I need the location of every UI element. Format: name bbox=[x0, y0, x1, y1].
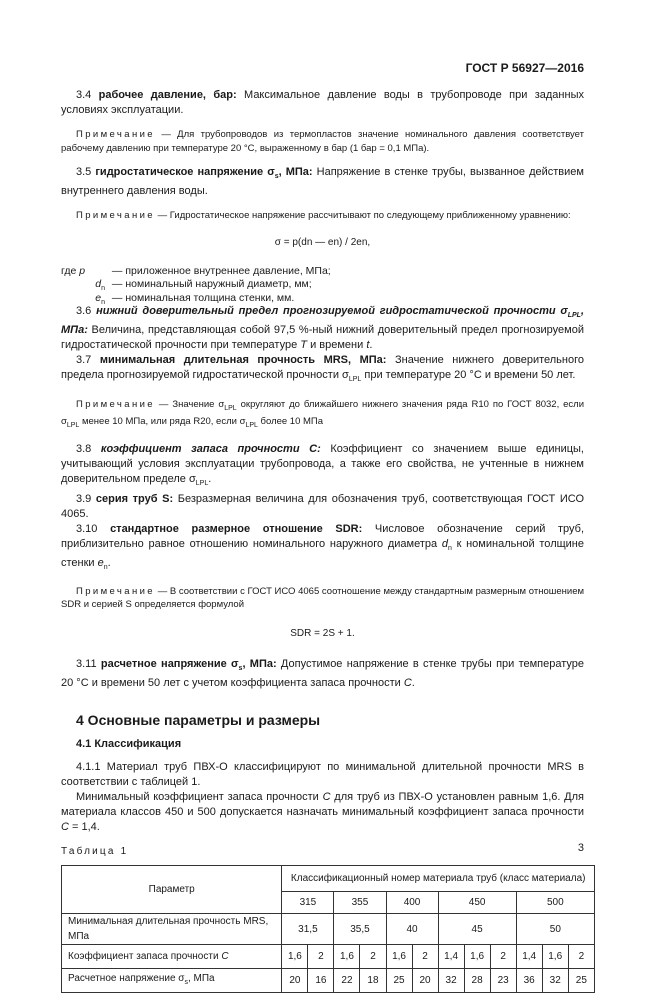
table-cell: 20 bbox=[412, 969, 438, 993]
table-cell: 36 bbox=[516, 969, 542, 993]
punctuation: . bbox=[411, 677, 415, 690]
clause-3-6 bbox=[61, 304, 584, 353]
group-header: Классификационный номер материала труб (класс материала) bbox=[282, 866, 595, 892]
note-3-7 bbox=[61, 398, 584, 433]
term: коэффициент запаса прочности C: bbox=[100, 443, 321, 456]
table-cell: 25 bbox=[568, 969, 594, 993]
table-header-row bbox=[62, 866, 595, 892]
clause-number: 3.11 bbox=[76, 657, 97, 670]
symbol: C bbox=[403, 677, 412, 690]
definition: при температуре 20 °С и времени 50 лет. bbox=[364, 369, 576, 382]
page-number: 3 bbox=[577, 842, 584, 854]
where-list bbox=[61, 264, 584, 305]
table-cell: 2 bbox=[360, 945, 386, 969]
symbol: p bbox=[79, 264, 86, 277]
table-caption: Таблица 1 bbox=[61, 846, 129, 858]
table-cell: 25 bbox=[386, 969, 412, 993]
definition: Максимальное давление воды в трубопроводе при заданных условиях эксплуатации. bbox=[61, 89, 584, 116]
symbol: C bbox=[221, 951, 229, 963]
note-3-4 bbox=[61, 128, 584, 155]
note-text: — Значение σ bbox=[158, 398, 225, 410]
class-cell: 315 bbox=[282, 892, 334, 914]
symbol: C bbox=[322, 791, 331, 804]
subscript: n bbox=[101, 298, 105, 306]
subscript: LPL bbox=[567, 312, 581, 320]
subscript: n bbox=[447, 544, 452, 552]
table-cell: 1,6 bbox=[334, 945, 360, 969]
symbol: T bbox=[300, 339, 308, 352]
definition: Величина, представляющая собой 97,5 %-ный нижний доверительный предел прогнозируемой гидростатической прочности при температуре bbox=[61, 324, 584, 352]
term: стандартное размерное отношение SDR: bbox=[110, 522, 363, 535]
term: серия труб S: bbox=[95, 492, 174, 505]
clause-3-7 bbox=[61, 353, 584, 387]
row-label-text: Коэффициент запаса прочности bbox=[68, 951, 219, 963]
clause-3-8 bbox=[61, 442, 584, 491]
table-cell: 2 bbox=[490, 945, 516, 969]
where-word: где bbox=[61, 264, 77, 277]
table-cell: 1,6 bbox=[386, 945, 412, 969]
dash: — bbox=[111, 291, 123, 304]
table-cell: 32 bbox=[542, 969, 568, 993]
clause-number: 3.6 bbox=[76, 305, 92, 318]
table-row bbox=[62, 969, 595, 993]
clause-number: 3.10 bbox=[76, 522, 98, 535]
class-cell: 355 bbox=[334, 892, 386, 914]
table-cell: 1,4 bbox=[438, 945, 464, 969]
dash: — bbox=[111, 264, 123, 277]
term bbox=[100, 657, 277, 673]
table-cell: 1,6 bbox=[282, 945, 308, 969]
term: минимальная длительная прочность MRS, МПа: bbox=[99, 354, 387, 367]
note-3-10 bbox=[61, 585, 584, 612]
table-cell: 22 bbox=[334, 969, 360, 993]
term-text: нижний доверительный предел прогнозируемой гидростатической прочности σ bbox=[96, 305, 568, 318]
where-row bbox=[61, 264, 584, 278]
dash: — bbox=[111, 278, 123, 291]
note-text: менее 10 МПа, или ряда R20, если σ bbox=[81, 415, 246, 427]
paragraph-text: для труб из ПВХ-О установлен равным 1,6. Для материала классов 450 и 500 допускается назначать минимальный коэффициент запаса прочности bbox=[61, 791, 585, 819]
note-label: Примечание bbox=[76, 585, 155, 597]
section-4-1-title: 4.1 Классификация bbox=[76, 738, 182, 751]
formula-sigma: σ = p(dn — en) / 2en, bbox=[274, 236, 371, 248]
term-text: расчетное напряжение σ bbox=[100, 657, 239, 670]
definition: Допустимое напряжение в стенке трубы при температуре 20 °С и времени 50 лет с учетом коэффициента запаса прочности bbox=[61, 657, 585, 690]
subscript: s bbox=[184, 979, 188, 987]
clause-3-4 bbox=[61, 88, 584, 118]
subscript: s bbox=[238, 665, 243, 673]
subscript: LPL bbox=[195, 480, 209, 488]
table-cell: 20 bbox=[282, 969, 308, 993]
where-text: номинальная толщина стенки, мм. bbox=[125, 291, 295, 304]
table-cell: 28 bbox=[464, 969, 490, 993]
class-cell: 500 bbox=[516, 892, 594, 914]
class-cell: 450 bbox=[438, 892, 516, 914]
table-cell: 40 bbox=[386, 914, 438, 945]
punctuation: . bbox=[107, 556, 111, 569]
subscript: LPL bbox=[66, 421, 80, 429]
clause-number: 3.4 bbox=[76, 89, 92, 101]
row-label: Минимальная длительная прочность MRS, МПа bbox=[62, 914, 282, 945]
table-cell: 1,4 bbox=[516, 945, 542, 969]
table-cell: 2 bbox=[308, 945, 334, 969]
term: рабочее давление, бар: bbox=[98, 89, 237, 101]
clause-number: 3.5 bbox=[76, 166, 92, 178]
subscript: n bbox=[103, 563, 108, 571]
row-label-text: Расчетное напряжение σ bbox=[68, 973, 185, 985]
note-text: — Гидростатическое напряжение рассчитывают по следующему приближенному уравнению: bbox=[157, 210, 571, 222]
table-cell: 2 bbox=[568, 945, 594, 969]
punctuation: . bbox=[208, 473, 212, 486]
table-cell: 18 bbox=[360, 969, 386, 993]
note-text: — В соответствии с ГОСТ ИСО 4065 соотношение между стандартным размерным отношением SDR и серией S определяется формулой bbox=[61, 585, 585, 611]
table-row bbox=[62, 914, 595, 945]
subscript: LPL bbox=[348, 376, 362, 384]
row-label-unit: , МПа bbox=[187, 973, 215, 985]
definition: Коэффициент со значением выше единицы, учитывающий условия эксплуатации трубопровода, а также его свойства, не учтенные в нижнем доверительном пределе σ bbox=[61, 443, 584, 486]
table-cell: 31,5 bbox=[282, 914, 334, 945]
where-row bbox=[61, 291, 584, 305]
subscript: n bbox=[101, 285, 105, 293]
table-cell: 2 bbox=[412, 945, 438, 969]
symbol: d bbox=[441, 537, 448, 550]
term-unit: , МПа: bbox=[278, 166, 313, 178]
symbol: e bbox=[95, 291, 102, 304]
paragraph-min-safety-factor bbox=[61, 790, 584, 835]
row-label bbox=[62, 969, 282, 993]
definition: и времени bbox=[310, 339, 364, 352]
row-label bbox=[62, 945, 282, 969]
note-label: Примечание bbox=[76, 210, 155, 222]
symbol: d bbox=[95, 278, 102, 291]
where-text: приложенное внутреннее давление, МПа; bbox=[125, 264, 331, 277]
clause-3-9 bbox=[61, 492, 584, 522]
sigma-symbol: σ bbox=[267, 166, 275, 178]
table-cell: 1,6 bbox=[542, 945, 568, 969]
note-text: более 10 МПа bbox=[260, 415, 324, 427]
definition: Безразмерная величина для обозначения труб, соответствующая ГОСТ ИСО 4065. bbox=[61, 492, 584, 520]
note-text: округляют до ближайшего нижнего значения ряда R10 по ГОСТ 8032, если σ bbox=[61, 398, 585, 427]
table-row bbox=[62, 945, 595, 969]
symbol: t bbox=[366, 339, 370, 352]
content bbox=[61, 88, 587, 993]
clause-3-10 bbox=[61, 522, 584, 575]
term bbox=[95, 166, 313, 181]
param-header: Параметр bbox=[62, 866, 282, 914]
paragraph-4-1-1: 4.1.1 Материал труб ПВХ-О классифицируют по минимальной длительной прочности MRS в соответствии с таблицей 1. bbox=[61, 761, 584, 789]
clause-3-5 bbox=[61, 165, 584, 199]
table-cell: 45 bbox=[438, 914, 516, 945]
note-3-5 bbox=[61, 209, 584, 223]
note-text: — Для трубопроводов из термопластов значение номинального давления соответствует рабочему давлению при температуре 20 °С, выраженному в бар (1 бар = 0,1 МПа). bbox=[61, 129, 584, 154]
clause-3-11 bbox=[61, 657, 584, 691]
definition: к номинальной толщине стенки bbox=[61, 537, 584, 569]
clause-number: 3.7 bbox=[76, 354, 92, 367]
table-cell: 23 bbox=[490, 969, 516, 993]
subscript: LPL bbox=[245, 421, 258, 429]
term-unit: , МПа: bbox=[61, 305, 584, 337]
table-cell: 35,5 bbox=[334, 914, 386, 945]
clause-number: 3.8 bbox=[76, 443, 92, 456]
symbol: e bbox=[97, 556, 104, 569]
definition: Напряжение в стенке трубы, вызванное действием внутреннего давления воды. bbox=[61, 166, 584, 198]
term-unit: , МПа: bbox=[242, 657, 277, 670]
subscript: s bbox=[274, 173, 279, 181]
section-4-title: 4 Основные параметры и размеры bbox=[76, 712, 321, 729]
where-row bbox=[61, 277, 584, 291]
standard-header: ГОСТ Р 56927—2016 bbox=[465, 61, 584, 75]
class-cell: 400 bbox=[386, 892, 438, 914]
subscript: LPL bbox=[224, 404, 237, 412]
definition: Значение нижнего доверительного предела прогнозируемой гидростатической прочности σ bbox=[61, 354, 584, 382]
classification-table bbox=[61, 865, 595, 993]
punctuation: . bbox=[369, 339, 373, 352]
table-cell: 50 bbox=[516, 914, 594, 945]
note-label: Примечание bbox=[76, 129, 155, 140]
table-cell: 1,6 bbox=[464, 945, 490, 969]
formula-sdr: SDR = 2S + 1. bbox=[290, 627, 355, 639]
term-text: гидростатическое напряжение bbox=[95, 166, 264, 178]
note-label: Примечание bbox=[76, 398, 155, 410]
symbol: C bbox=[61, 821, 69, 834]
paragraph-text: Минимальный коэффициент запаса прочности bbox=[76, 791, 319, 804]
clause-number: 3.9 bbox=[76, 492, 92, 505]
table-cell: 32 bbox=[438, 969, 464, 993]
table-cell: 16 bbox=[308, 969, 334, 993]
where-text: номинальный наружный диаметр, мм; bbox=[125, 278, 312, 291]
paragraph-text: = 1,4. bbox=[72, 821, 100, 834]
definition: Числовое обозначение серий труб, приблизительно равное отношению номинального наружного диаметра bbox=[61, 522, 585, 550]
